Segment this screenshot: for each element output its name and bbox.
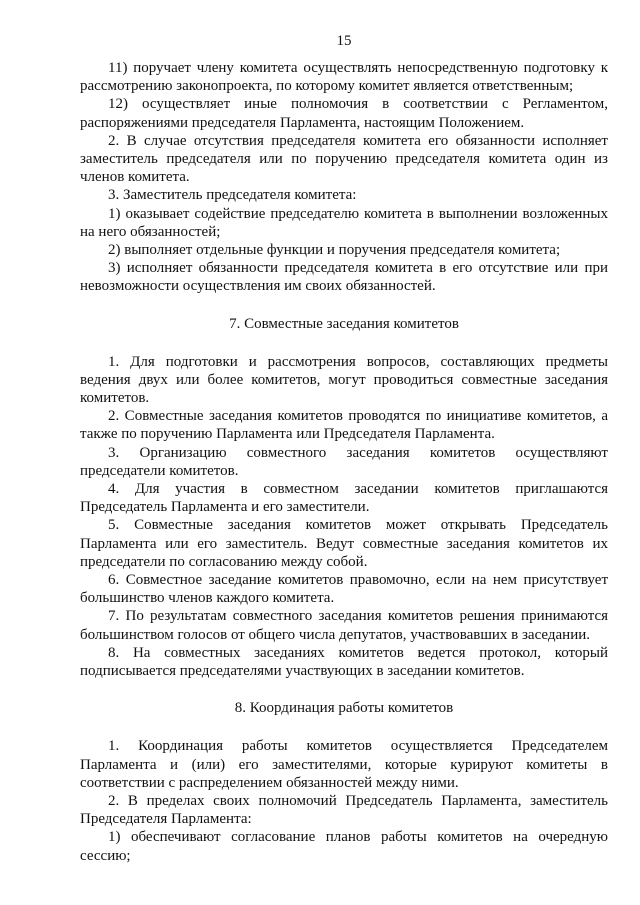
paragraph: 4. Для участия в совместном заседании комитетов приглашаются Председатель Парламента и его заместители.	[80, 481, 608, 516]
paragraph: 1. Координация работы комитетов осуществляется Председателем Парламента и (или) его заместителями, которые курируют комитеты в соответствии с распределением обязанностей между ними.	[80, 738, 608, 791]
top-paragraphs	[80, 59, 608, 296]
paragraph: 8. На совместных заседаниях комитетов ведется протокол, который подписывается председателями участвующих в заседании комитетов.	[80, 644, 608, 680]
paragraph: 1) обеспечивают согласование планов работы комитетов на очередную сессию;	[80, 829, 608, 864]
section-7-body	[80, 353, 608, 681]
section-7-title: 7. Совместные заседания комитетов	[229, 315, 459, 332]
section-8-body	[80, 737, 608, 864]
paragraph: 3. Организацию совместного заседания комитетов осуществляют председатели комитетов.	[80, 444, 608, 479]
paragraph: 2. В пределах своих полномочий Председатель Парламента, заместитель Председателя Парламента:	[80, 792, 608, 828]
paragraph: 3) исполняет обязанности председателя комитета в его отсутствие или при невозможности осуществления им своих обязанностей.	[80, 260, 608, 295]
paragraph: 3. Заместитель председателя комитета:	[108, 187, 357, 204]
section-8-title: 8. Координация работы комитетов	[234, 700, 454, 717]
paragraph: 11) поручает члену комитета осуществлять непосредственную подготовку к рассмотрению законопроекта, по которому комитет является ответственным;	[80, 60, 608, 95]
paragraph: 1. Для подготовки и рассмотрения вопросов, составляющих предметы ведения двух или более комитетов, могут проводиться совместные заседания комитетов.	[80, 353, 608, 407]
paragraph: 2) выполняет отдельные функции и поручения председателя комитета;	[108, 242, 561, 259]
paragraph: 12) осуществляет иные полномочия в соответствии с Регламентом, распоряжениями председателя Парламента, настоящим Положением.	[80, 96, 608, 131]
page-number: 15	[336, 33, 352, 49]
paragraph: 6. Совместное заседание комитетов правомочно, если на нем присутствует большинство членов каждого комитета.	[80, 572, 608, 607]
paragraph: 7. По результатам совместного заседания комитетов решения принимаются большинством голосов от общего числа депутатов, участвовавших в заседании.	[80, 608, 608, 643]
paragraph: 2. В случае отсутствия председателя комитета его обязанности исполняет заместитель председателя или по поручению председателя комитета один из членов комитета.	[80, 132, 608, 186]
paragraph: 1) оказывает содействие председателю комитета в выполнении возложенных на него обязанностей;	[80, 205, 608, 240]
paragraph: 5. Совместные заседания комитетов может открывать Председатель Парламента или его заместитель. Ведут совместные заседания комитетов их председатели по согласованию между собой.	[80, 517, 608, 570]
paragraph: 2. Совместные заседания комитетов проводятся по инициативе комитетов, а также по поручению Парламента или Председателя Парламента.	[80, 408, 608, 443]
